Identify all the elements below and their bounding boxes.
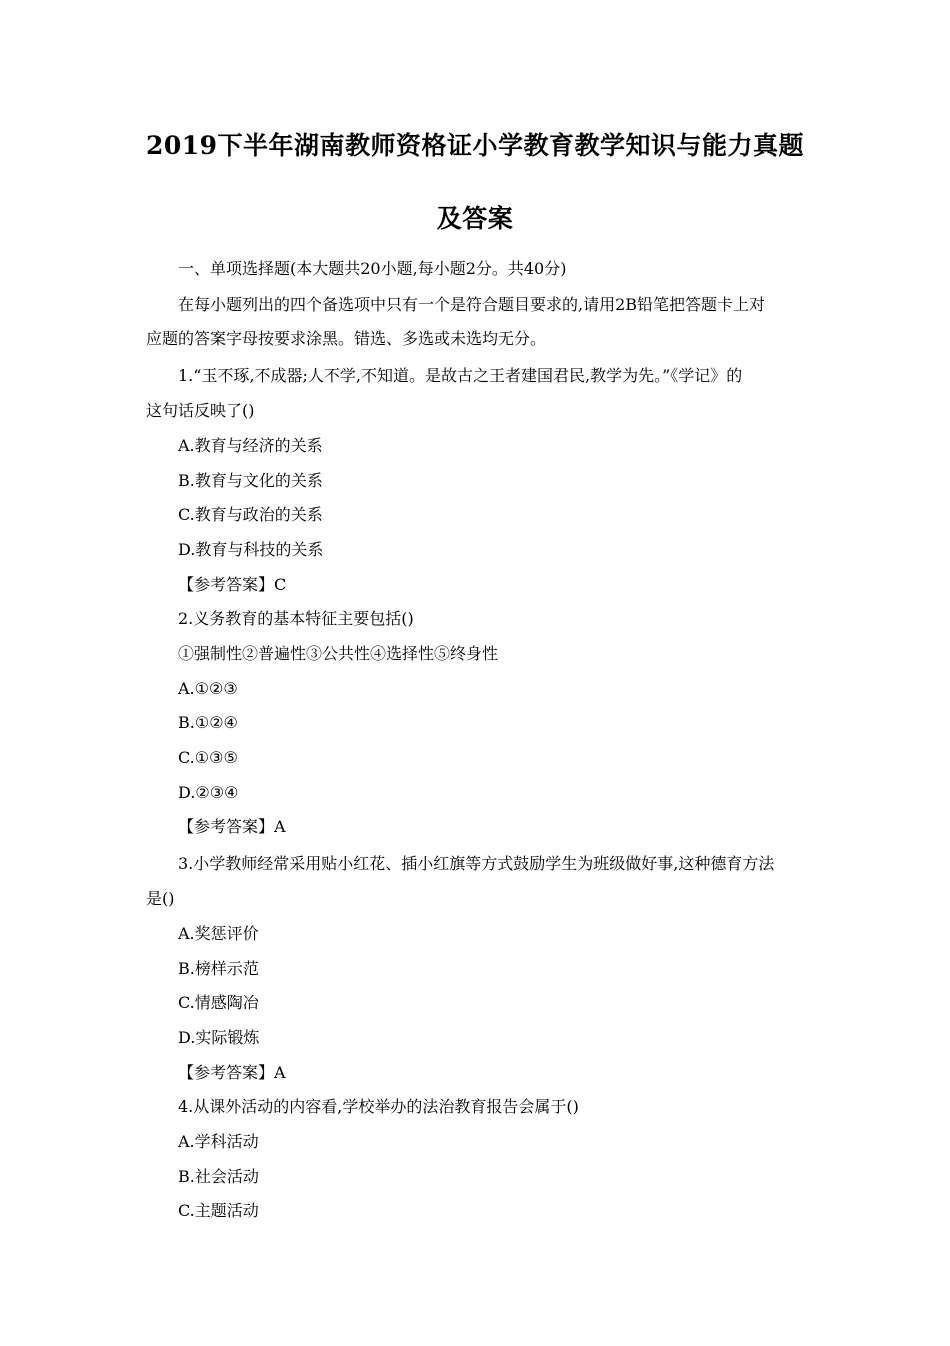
- question-1-answer: 【参考答案】C: [178, 575, 287, 594]
- question-2-option-c: C.①③⑤: [178, 748, 238, 767]
- instructions-line-2: 应题的答案字母按要求涂黑。错选、多选或未选均无分。: [146, 329, 547, 348]
- question-2-option-b: B.①②④: [178, 713, 238, 732]
- question-3-answer: 【参考答案】A: [178, 1063, 286, 1082]
- question-4-option-a: A.学科活动: [178, 1132, 259, 1151]
- document-title-line-2: 及答案: [436, 204, 514, 233]
- question-2-option-d: D.②③④: [178, 783, 239, 802]
- question-2-option-a: A.①②③: [178, 679, 238, 698]
- question-1-line-1: 1.“玉不琢,不成器;人不学,不知道。是故古之王者建国君民,教学为先。”《学记》的: [178, 366, 743, 385]
- question-1-option-b: B.教育与文化的关系: [178, 471, 323, 490]
- instructions-line-1: 在每小题列出的四个备选项中只有一个是符合题目要求的,请用2B铅笔把答题卡上对: [178, 295, 766, 314]
- question-1-line-2: 这句话反映了(): [146, 401, 255, 420]
- question-4-option-c: C.主题活动: [178, 1201, 259, 1220]
- question-3-option-a: A.奖惩评价: [178, 924, 259, 943]
- question-4-stem: 4.从课外活动的内容看,学校举办的法治教育报告会属于(): [178, 1097, 579, 1116]
- question-3-line-2: 是(): [146, 889, 175, 908]
- question-4-option-b: B.社会活动: [178, 1167, 259, 1186]
- question-2-stem: 2.义务教育的基本特征主要包括(): [178, 609, 414, 628]
- question-2-answer: 【参考答案】A: [178, 817, 286, 836]
- section-heading: 一、单项选择题(本大题共20小题,每小题2分。共40分): [178, 259, 567, 278]
- question-2-items: ①强制性②普遍性③公共性④选择性⑤终身性: [178, 644, 499, 663]
- question-1-option-c: C.教育与政治的关系: [178, 505, 323, 524]
- question-1-option-d: D.教育与科技的关系: [178, 540, 324, 559]
- document-title-line-1: 2019下半年湖南教师资格证小学教育教学知识与能力真题: [145, 131, 805, 160]
- question-3-option-d: D.实际锻炼: [178, 1028, 260, 1047]
- question-1-option-a: A.教育与经济的关系: [178, 436, 323, 455]
- question-3-option-c: C.情感陶冶: [178, 993, 259, 1012]
- question-3-line-1: 3.小学教师经常采用贴小红花、插小红旗等方式鼓励学生为班级做好事,这种德育方法: [178, 854, 775, 873]
- question-3-option-b: B.榜样示范: [178, 959, 259, 978]
